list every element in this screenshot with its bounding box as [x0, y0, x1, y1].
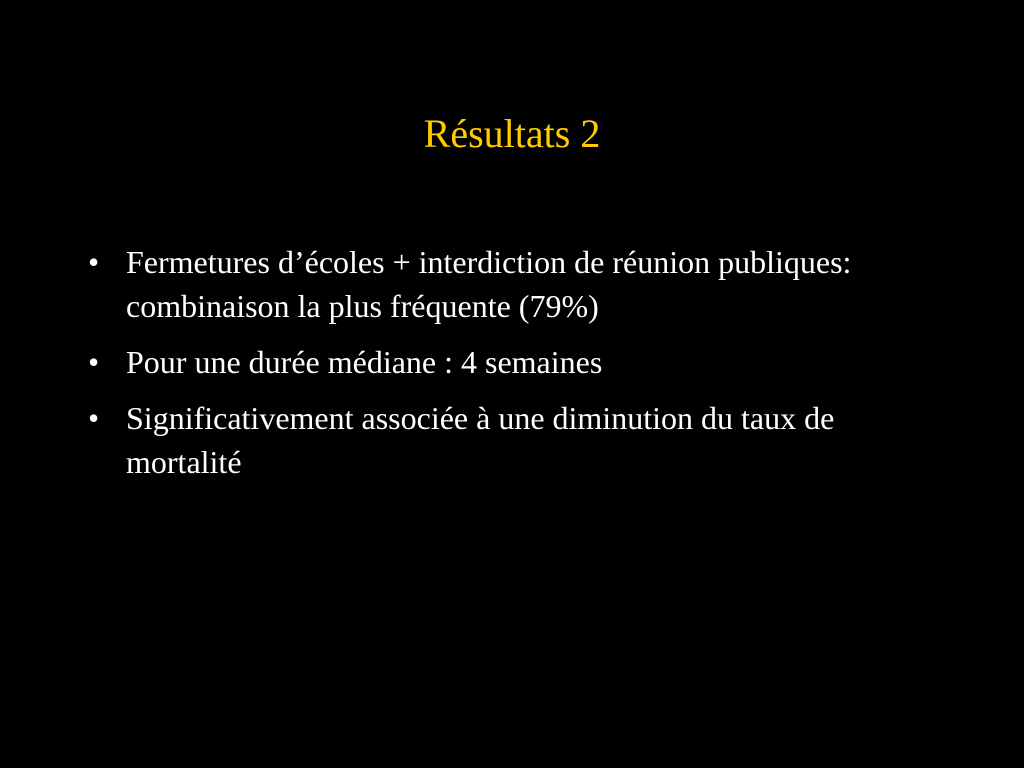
bullet-dot-icon: •	[88, 400, 100, 436]
bullet-list	[88, 240, 908, 496]
bullet-text: Significativement associée à une diminution du taux de mortalité	[126, 400, 835, 480]
bullet-text: Fermetures d’écoles + interdiction de réunion publiques: combinaison la plus fréquente (79%)	[126, 244, 852, 324]
slide-title: Résultats 2	[423, 111, 601, 156]
bullet-text: Pour une durée médiane : 4 semaines	[126, 344, 603, 380]
bullet-dot-icon: •	[88, 244, 100, 280]
bullet-item	[88, 240, 908, 328]
bullet-item	[88, 396, 908, 484]
bullet-dot-icon: •	[88, 344, 100, 380]
bullet-item	[88, 340, 908, 384]
